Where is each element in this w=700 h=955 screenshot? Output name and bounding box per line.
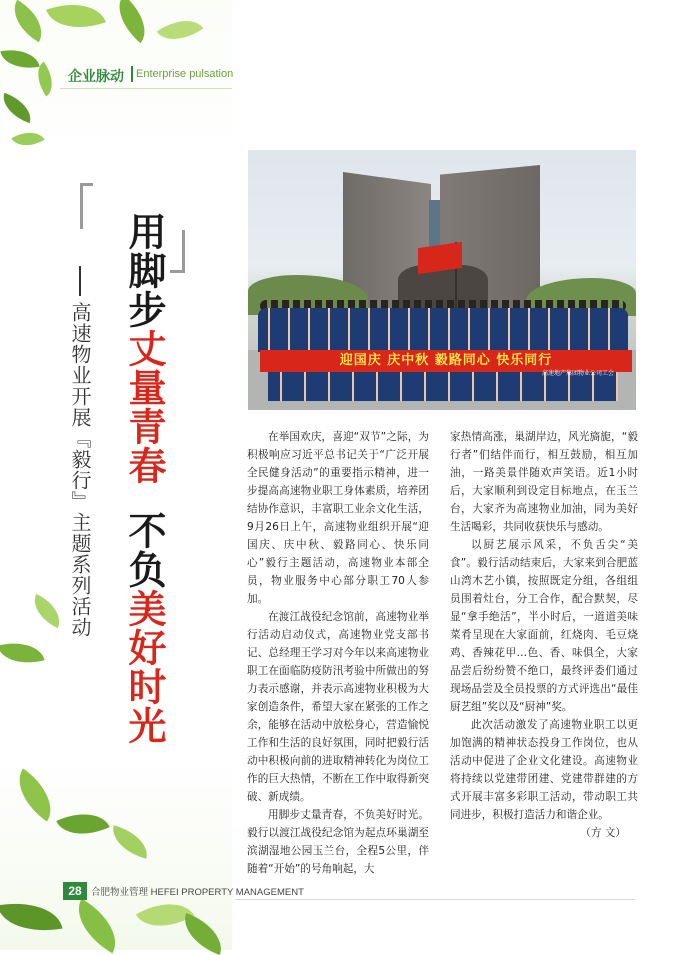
paragraph: 家热情高涨，巢湖岸边，风光旖旎，“毅行者”们结伴而行，相互鼓励，相互加油，一路美景伴随欢声笑语。近1小时后，大家顺利到设定目标地点，在玉兰台，大家齐为高速物业加油，同为美好生活喝彩，共同收获快乐与感动。: [450, 431, 638, 533]
section-title: 企业脉动: [68, 69, 124, 85]
paragraph: 以厨艺展示风采，不负舌尖“美食”。毅行活动结束后，大家来到合肥蓝山湾木艺小镇，按照既定分组，各组组员围着灶台，分工合作，配合默契，尽显“拿手绝活”，半小时后，一道道美味菜肴呈现在大家面前，红烧肉、毛豆烧鸡、香辣花甲…色、香、味俱全，大家品尝后纷纷赞不绝口，最终评委们通过现场品尝及全员投票的方式评选出“最佳厨艺组”奖以及“厨神”奖。: [450, 539, 638, 713]
section-subtitle-en: Enterprise pulsation: [136, 68, 234, 80]
title-bracket-left: [80, 183, 93, 229]
photo-banner-sub: 高速地产集团物业公司工会: [541, 370, 614, 377]
article-column-2: [450, 428, 638, 842]
page-number: 28: [63, 882, 87, 900]
photo-banner: 迎国庆 庆中秋 毅路同心 快乐同行: [260, 350, 632, 372]
paragraph: 用脚步丈量青春，不负美好时光。毅行以渡江战役纪念馆为起点环巢湖至滨湖湿地公园玉兰台，全程5公里，伴随着“开始”的号角响起，大: [247, 809, 429, 875]
title-part-4: 美好时光: [122, 589, 166, 745]
magazine-name: 合肥物业管理 HEFEI PROPERTY MANAGEMENT: [91, 887, 304, 898]
paragraph: 在渡江战役纪念馆前，高速物业举行活动启动仪式，高速物业党支部书记、总经理王学习对今年以来高速物业职工在面临防疫防汛考验中所做出的努力表示感谢，并表示高速物业积极为大家创造条件，希望大家在紧张的工作之余，能够在活动中放松身心，营造愉悦工作和生活的良好氛围，同时把毅行活动中积极向前的进取精神转化为岗位工作的巨大热情，不断在工作中取得新突破、新成绩。: [247, 611, 429, 803]
article-column-1: [247, 428, 429, 878]
header-rule: [60, 88, 232, 89]
group-photo: [248, 150, 636, 410]
paragraph: 在举国欢庆，喜迎“双节”之际，为积极响应习近平总书记关于“广泛开展全民健身活动”的重要指示精神，进一步提高高速物业职工身体素质，培养团结协作意识，丰富职工业余文化生活，9月26日上午，高速物业组织开展“迎国庆、庆中秋、毅路同心、快乐同心”毅行主题活动，高速物业本部全员，物业服务中心部分职工70人参加。: [247, 431, 429, 605]
title-bracket-right: [170, 230, 185, 273]
title-part-2: 丈量青春: [122, 329, 166, 485]
author-credit: （方 文）: [580, 827, 626, 839]
title-part-1: 用脚步: [122, 212, 166, 329]
footer-rule: [235, 899, 635, 900]
subtitle-dash: [79, 266, 81, 296]
subtitle-text: 高速物业开展『毅行』主题系列活动: [68, 302, 92, 638]
article-title: [123, 212, 165, 745]
paragraph-text: 此次活动激发了高速物业职工以更加饱满的精神状态投身工作岗位，也从活动中促进了企业文化建设。高速物业将持续以党建带团建、党建带群建的方式开展丰富多彩职工活动，带动职工共同进步，积极打造活力和谐企业。: [450, 719, 638, 821]
article-subtitle: [64, 264, 94, 638]
leaf-decoration: [0, 0, 232, 950]
title-part-3: 不负: [122, 511, 166, 589]
paragraph: [450, 716, 638, 839]
section-divider: [131, 66, 133, 82]
